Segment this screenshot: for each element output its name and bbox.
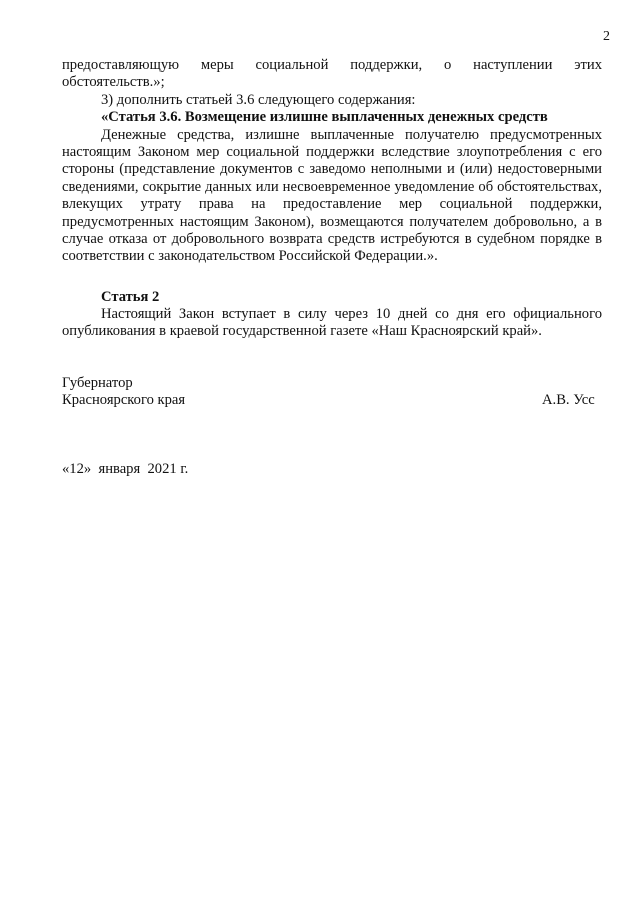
signing-date: «12» января 2021 г. — [62, 461, 189, 477]
article-2-heading: Статья 2 — [101, 289, 160, 305]
governor-title: Губернатор — [62, 375, 133, 391]
article-2-section — [62, 306, 602, 341]
article-2-body: Настоящий Закон вступает в силу через 10 дней со дня его официального опубликования в краевой государственной газете «Наш Красноярский край». — [62, 306, 602, 340]
governor-region: Красноярского края — [62, 392, 186, 408]
item-3: 3) дополнить статьей 3.6 следующего содержания: — [101, 91, 416, 108]
article-3-6-body: Денежные средства, излишне выплаченные получателю предусмотренных настоящим Законом мер социальной поддержки вследствие злоупотребления с его стороны (представление документов с заведомо неполными и (или) недостоверными сведениями, сокрытие данных или несвоевременное уведомление об обстоятельствах, влекущих утрату права на предоставление мер социальной поддержки, предусмотренных настоящим Законом), возмещаются получателем добровольно, а в случае отказа от добровольного возврата средств истребуются в судебном порядке в соответствии с законодательством Российской Федерации.». — [62, 126, 602, 265]
amendment-text — [62, 57, 602, 266]
article-3-6-heading: «Статья 3.6. Возмещение излишне выплаченных денежных средств — [101, 109, 548, 126]
intro-line-1: предоставляющую меры социальной поддержки, о наступлении этих — [62, 57, 602, 73]
governor-name: А.В. Усс — [542, 392, 595, 408]
page-number: 2 — [603, 29, 610, 44]
intro-line-2: обстоятельств.»; — [62, 74, 165, 91]
